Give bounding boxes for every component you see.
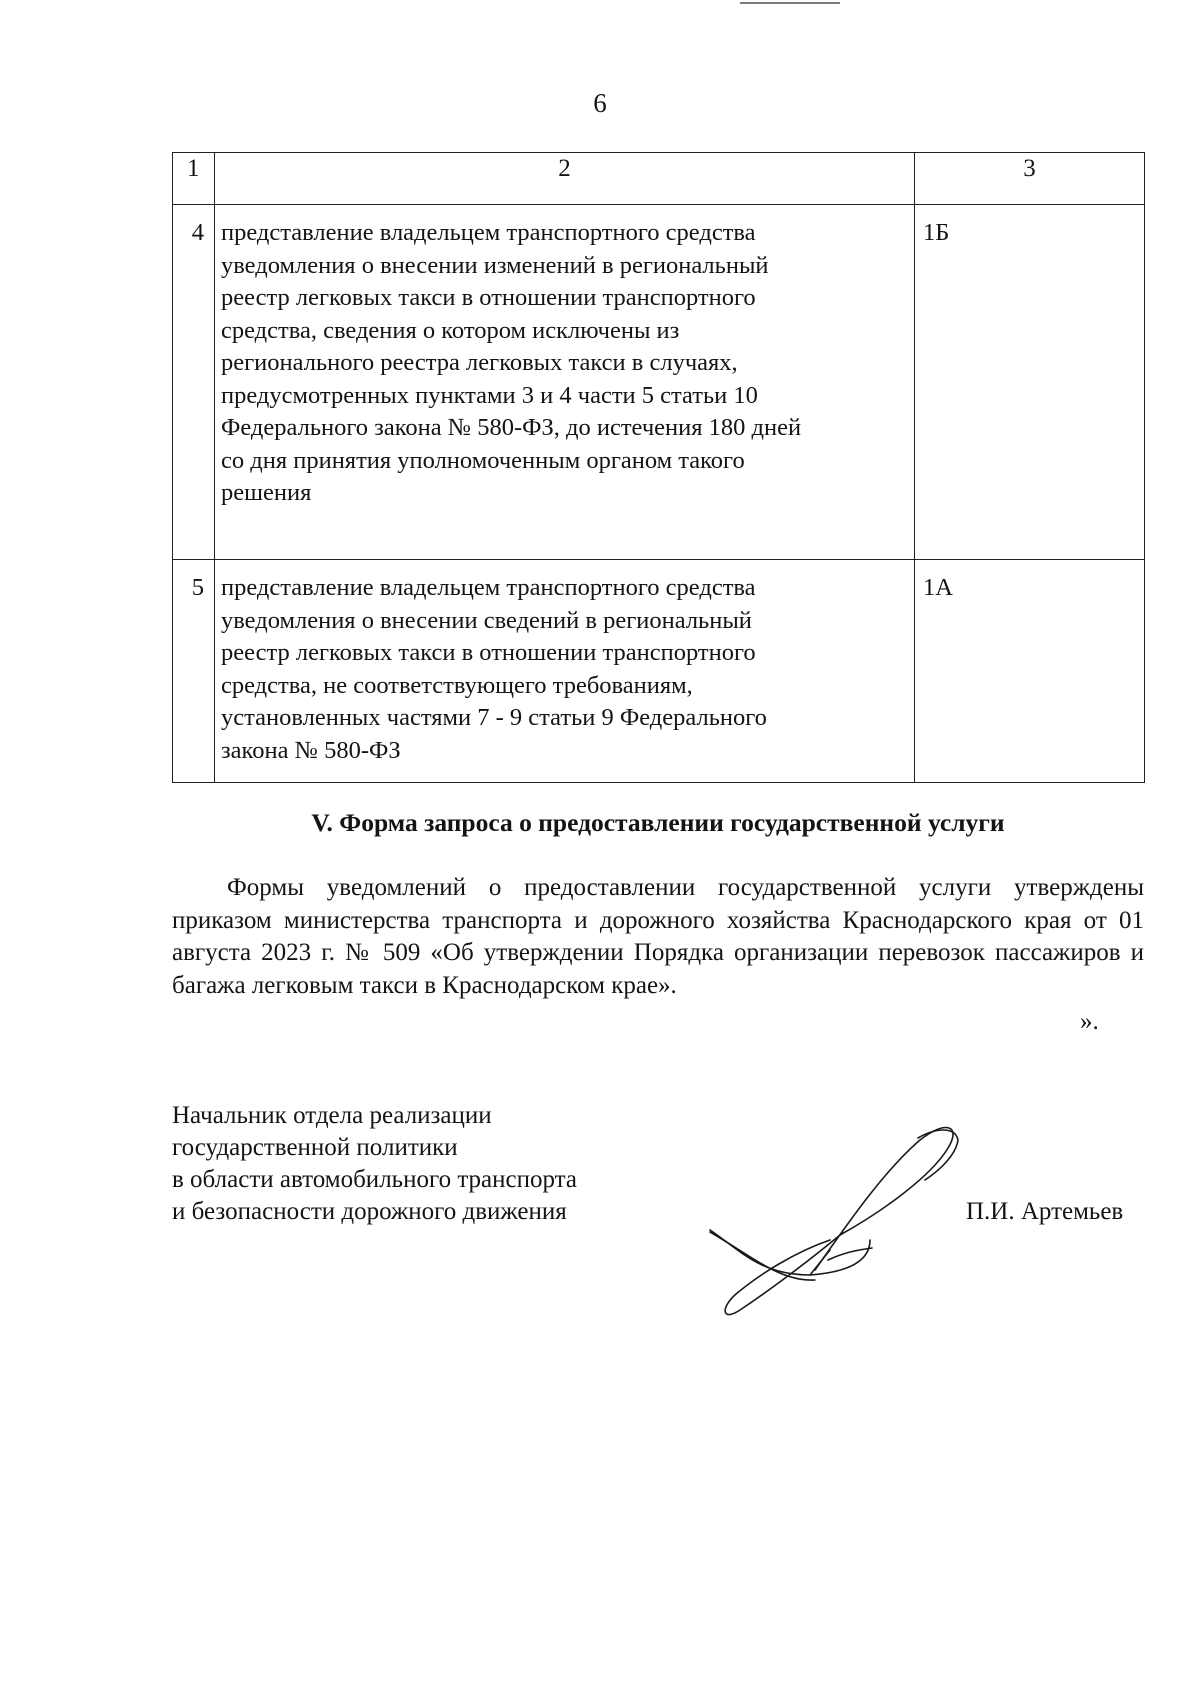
description-line: закона № 580-ФЗ xyxy=(221,736,401,764)
description-line: представление владельцем транспортного средства xyxy=(221,219,756,246)
description-line: Федерального закона № 580-ФЗ, до истечения 180 дней xyxy=(221,414,802,441)
table-row xyxy=(173,205,1145,560)
description-line: со дня принятия уполномоченным органом такого xyxy=(221,446,745,474)
description-line: уведомления о внесении изменений в региональный xyxy=(221,251,769,279)
description-line: средства, сведения о котором исключены из xyxy=(221,316,680,344)
section-paragraph: Формы уведомлений о предоставлении государственной услуги утверждены приказом министерства транспорта и дорожного хозяйства Краснодарского края от 01 августа 2023 г. № 509 «Об утверждении Порядка организации перевозок пассажиров и багажа легковым такси в Краснодарском крае». xyxy=(172,874,1144,999)
row-description xyxy=(215,560,915,783)
description-line: реестр легковых такси в отношении транспортного xyxy=(221,639,756,666)
signature-stroke xyxy=(810,1250,830,1275)
description-line: решения xyxy=(221,479,312,506)
row-number: 5 xyxy=(173,560,215,783)
services-table xyxy=(172,152,1145,783)
row-code: 1Б xyxy=(915,205,1145,560)
table-header-row xyxy=(173,153,1145,205)
header-col-1: 1 xyxy=(173,153,215,205)
header-col-2: 2 xyxy=(215,153,915,205)
header-col-3: 3 xyxy=(915,153,1145,205)
table-row xyxy=(173,560,1145,783)
row-description xyxy=(215,205,915,560)
handwritten-signature xyxy=(700,1100,980,1340)
description-line: установленных частями 7 - 9 статьи 9 Федерального xyxy=(221,704,767,731)
signatory-title-line: и безопасности дорожного движения xyxy=(172,1198,567,1225)
row-number: 4 xyxy=(173,205,215,560)
signatory-title xyxy=(172,1100,577,1228)
description-line: представление владельцем транспортного средства xyxy=(221,574,756,601)
description-line: предусмотренных пунктами 3 и 4 части 5 статьи 10 xyxy=(221,381,758,409)
signer-name: П.И. Артемьев xyxy=(966,1198,1124,1225)
page-number: 6 xyxy=(593,88,607,118)
description-line: уведомления о внесении сведений в региональный xyxy=(221,606,752,634)
top-divider xyxy=(740,2,840,4)
signatory-title-line: государственной политики xyxy=(172,1134,458,1161)
description-line: регионального реестра легковых такси в случаях, xyxy=(221,349,738,376)
signature-stroke xyxy=(815,1128,953,1270)
signatory-title-line: Начальник отдела реализации xyxy=(172,1102,492,1129)
section-heading: V. Форма запроса о предоставлении государственной услуги xyxy=(311,808,1005,837)
signatory-title-line: в области автомобильного транспорта xyxy=(172,1166,578,1193)
closing-quote: ». xyxy=(1080,1008,1099,1035)
signature-stroke xyxy=(710,1232,815,1280)
description-line: реестр легковых такси в отношении транспортного xyxy=(221,284,756,311)
row-code: 1А xyxy=(915,560,1145,783)
description-line: средства, не соответствующего требованиям, xyxy=(221,671,693,699)
